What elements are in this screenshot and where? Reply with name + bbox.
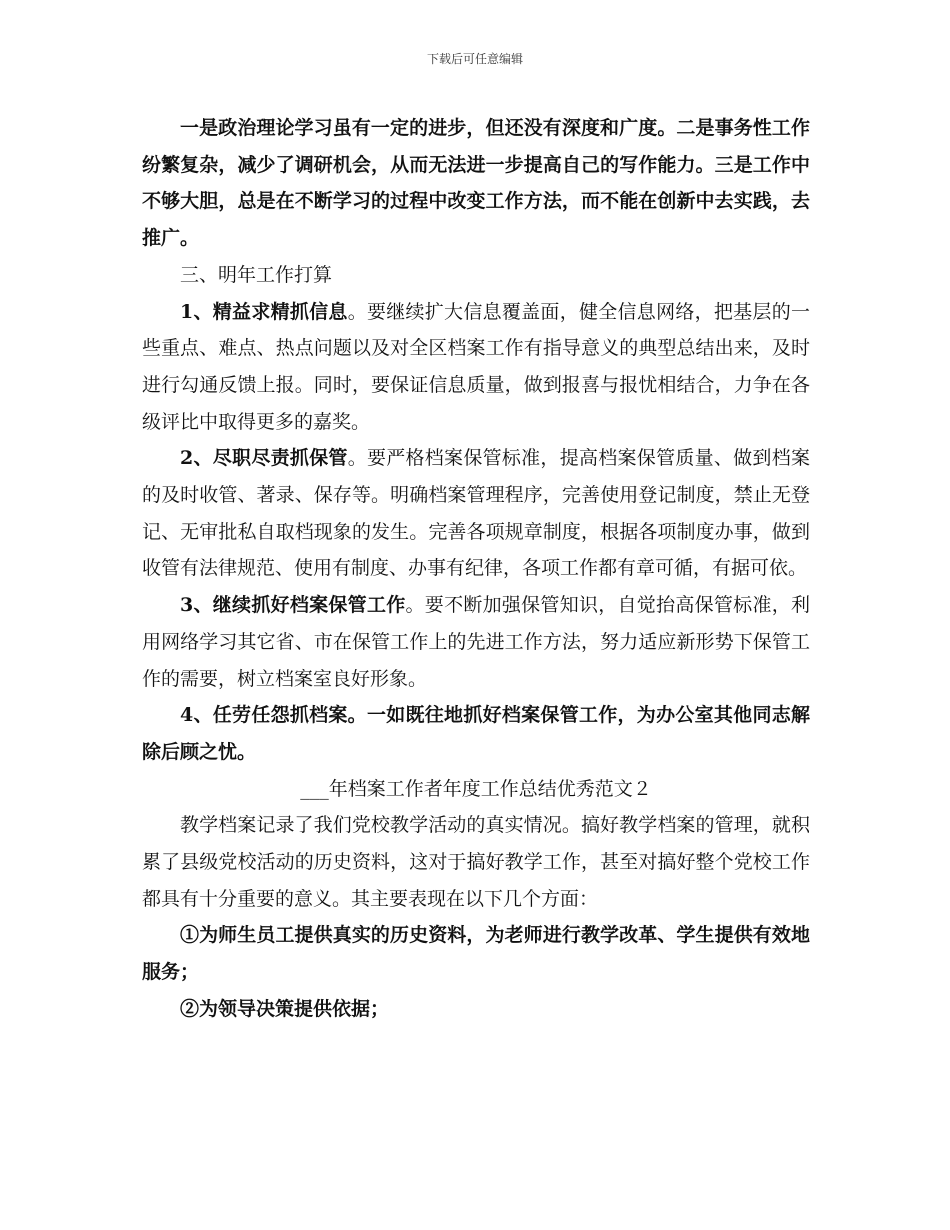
- item-1-heading: 1、精益求精抓信息: [180, 300, 348, 323]
- paragraph-item-3: [142, 587, 810, 697]
- item-2-heading: 2、尽职尽责抓保管: [180, 447, 348, 470]
- list-item-circled-2: ②为领导决策提供依据；: [180, 997, 390, 1020]
- item-2-body: 。要严格档案保管标准，提高档案保管质量、做到档案的及时收管、著录、保存等。明确档案管理程序，完善使用登记制度，禁止无登记、无审批私自取档现象的发生。完善各项规章制度，根据各项制度办事，做到收管有法律规范、使用有制度、办事有纪律，各项工作都有章可循，有据可依。: [142, 447, 810, 580]
- paragraph-item-1: [142, 294, 810, 441]
- paragraph-teaching-archive: 教学档案记录了我们党校教学活动的真实情况。搞好教学档案的管理，就积累了县级党校活动的历史资料，这对于搞好教学工作，甚至对搞好整个党校工作都具有十分重要的意义。其主要表现在以下几个方面：: [142, 814, 810, 910]
- item-3-body: 。要不断加强保管知识，自觉抬高保管标准，利用网络学习其它省、市在保管工作上的先进工作方法，努力适应新形势下保管工作的需要，树立档案室良好形象。: [142, 594, 810, 690]
- paragraph-problems: 一是政治理论学习虽有一定的进步，但还没有深度和广度。二是事务性工作纷繁复杂，减少了调研机会，从而无法进一步提高自己的写作能力。三是工作中不够大胆，总是在不断学习的过程中改变工作方法，而不能在创新中去实践，去推广。: [142, 117, 810, 250]
- section-heading-next-year-plan: 三、明年工作打算: [180, 263, 333, 286]
- essay-title-2: ___年档案工作者年度工作总结优秀范文２: [300, 777, 652, 800]
- list-item-circled-1: ①为师生员工提供真实的历史资料，为老师进行教学改革、学生提供有效地服务；: [142, 924, 810, 984]
- paragraph-item-4: 4、任劳任怨抓档案。一如既往地抓好档案保管工作，为办公室其他同志解除后顾之忧。: [142, 704, 810, 763]
- document-body: [142, 110, 810, 1028]
- paragraph-item-2: [142, 440, 810, 587]
- item-1-body: 。要继续扩大信息覆盖面，健全信息网络，把基层的一些重点、难点、热点问题以及对全区档案工作有指导意义的典型总结出来，及时进行勾通反馈上报。同时，要保证信息质量，做到报喜与报忧相结合，力争在各级评比中取得更多的嘉奖。: [142, 300, 810, 433]
- page-header: 下载后可任意编辑: [426, 52, 523, 66]
- item-3-heading: 3、继续抓好档案保管工作: [180, 594, 406, 617]
